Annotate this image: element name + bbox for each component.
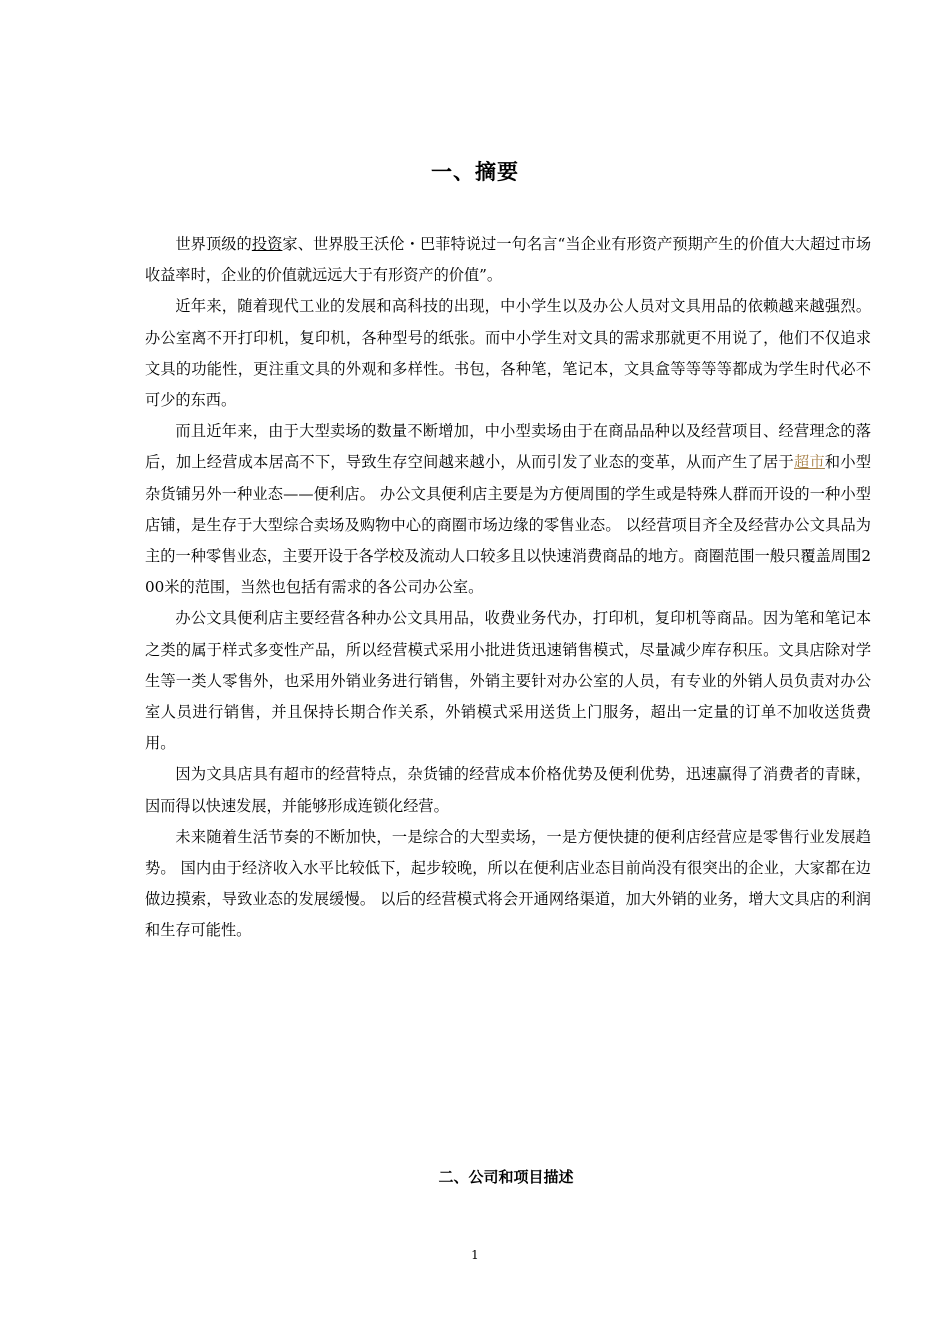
section-2-heading: 二、公司和项目描述 bbox=[438, 1168, 574, 1186]
text-segment: 而且近年来，由于大型卖场的数量不断增加，中小型卖场由于在商品品种以及经营项目、经营理念的落后，加上经营成本居高不下，导致生存空间越来越小，从而引发了业态的变革，从而产生了居于 bbox=[145, 422, 871, 472]
text-segment: 和小型杂货铺另外一种业态——便利店。 办公文具便利店主要是为方便周围的学生或是特殊人群而开设的一种小型店铺，是生存于大型综合卖场及购物中心的商圈市场边缘的零售业态。 以经营项目齐全及经营办公文具品为主的一种零售业态，主要开设于各学校及流动人口较多且以快速消费商品的地方。商圈范围一般只覆盖周围200米的范围，当然也包括有需求的各公司办公室。 bbox=[145, 453, 872, 597]
paragraph-1 bbox=[145, 229, 871, 291]
paragraph-4 bbox=[145, 603, 871, 759]
page-title: 一、摘要 bbox=[431, 160, 519, 184]
text-segment: 因为文具店具有超市的经营特点，杂货铺的经营成本价格优势及便利优势，迅速赢得了消费者的青睐，因而得以快速发展，并能够形成连锁化经营。 bbox=[145, 765, 871, 815]
abstract-body bbox=[145, 229, 871, 947]
supermarket-link[interactable]: 超市 bbox=[794, 453, 825, 472]
text-segment: 未来随着生活节奏的不断加快，一是综合的大型卖场，一是方便快捷的便利店经营应是零售行业发展趋势。 国内由于经济收入水平比较低下，起步较晚，所以在便利店业态目前尚没有很突出的企业，大家都在边做边摸索，导致业态的发展缓慢。 以后的经营模式将会开通网络渠道，加大外销的业务，增大文具店的利润和生存可能性。 bbox=[145, 827, 871, 940]
text-segment: 家、世界股王沃伦・巴菲特说过一句名言“当企业有形资产预期产生的价值大大超过市场收益率时，企业的价值就远远大于有形资产的价值”。 bbox=[145, 235, 872, 285]
underlined-term-investment: 投资 bbox=[251, 235, 283, 253]
paragraph-3 bbox=[145, 416, 871, 603]
paragraph-6 bbox=[145, 822, 871, 947]
text-segment: 办公文具便利店主要经营各种办公文具用品，收费业务代办，打印机，复印机等商品。因为笔和笔记本之类的属于样式多变性产品，所以经营模式采用小批进货迅速销售模式，尽量减少库存积压。文具店除对学生等一类人零售外，也采用外销业务进行销售，外销主要针对办公室的人员，有专业的外销人员负责对办公室人员进行销售，并且保持长期合作关系，外销模式采用送货上门服务，超出一定量的订单不加收送货费用。 bbox=[145, 609, 871, 753]
page-number: 1 bbox=[471, 1248, 479, 1262]
text-segment: 世界顶级的 bbox=[175, 235, 252, 253]
paragraph-5 bbox=[145, 759, 871, 821]
paragraph-2 bbox=[145, 291, 871, 416]
text-segment: 近年来，随着现代工业的发展和高科技的出现，中小学生以及办公人员对文具用品的依赖越来越强烈。办公室离不开打印机，复印机，各种型号的纸张。而中小学生对文具的需求那就更不用说了，他们不仅追求文具的功能性，更注重文具的外观和多样性。书包，各种笔，笔记本，文具盒等等等等都成为学生时代必不可少的东西。 bbox=[145, 297, 871, 410]
